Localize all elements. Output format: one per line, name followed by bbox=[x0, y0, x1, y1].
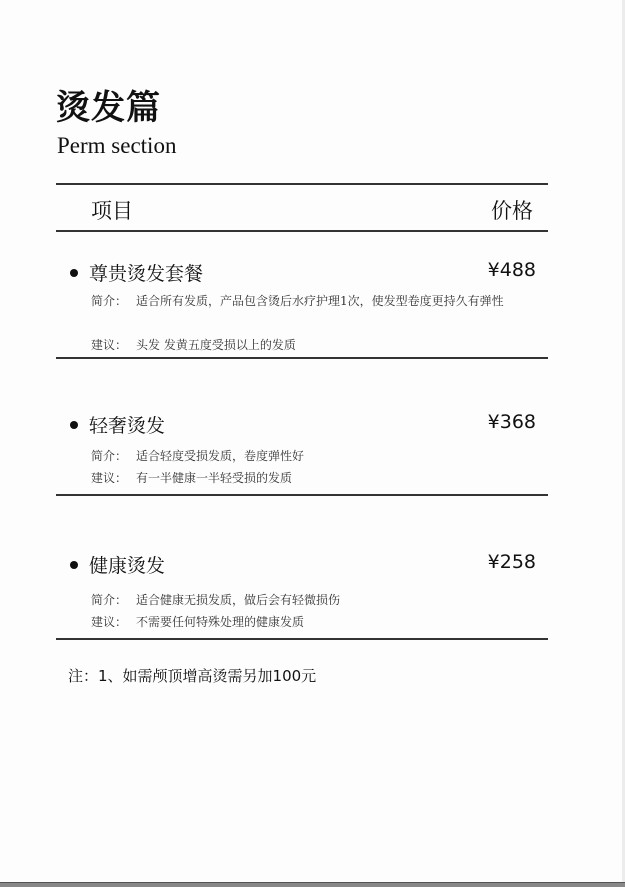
package-price: ¥368 bbox=[487, 411, 536, 433]
table-bottom-divider bbox=[56, 638, 548, 640]
bullet-icon bbox=[70, 421, 78, 429]
package-name: 轻奢烫发 bbox=[89, 415, 166, 437]
package-advice: 建议： 有一半健康一半轻受损的发质 bbox=[91, 471, 293, 485]
row-divider bbox=[56, 357, 548, 359]
table-top-divider bbox=[56, 183, 548, 185]
row-divider bbox=[56, 494, 548, 496]
column-header-price: 价格 bbox=[491, 199, 533, 223]
package-advice: 建议： 头发 发黄五度受损以上的发质 bbox=[91, 338, 296, 352]
page-subtitle: Perm section bbox=[57, 133, 177, 158]
page-edge-bottom bbox=[0, 882, 625, 887]
footnote: 注：1、如需颅顶增高烫需另加100元 bbox=[68, 667, 317, 685]
column-header-item: 项目 bbox=[91, 199, 133, 223]
package-price: ¥488 bbox=[487, 259, 536, 281]
package-intro: 简介： 适合轻度受损发质，卷度弹性好 bbox=[91, 449, 305, 463]
bullet-icon bbox=[70, 561, 78, 569]
package-price: ¥258 bbox=[487, 551, 536, 573]
package-name: 尊贵烫发套餐 bbox=[89, 263, 204, 285]
package-advice: 建议： 不需要任何特殊处理的健康发质 bbox=[91, 615, 305, 629]
header-divider bbox=[56, 230, 548, 232]
bullet-icon bbox=[70, 269, 78, 277]
package-intro: 简介： 适合所有发质，产品包含烫后水疗护理1次，使发型卷度更持久有弹性 bbox=[91, 294, 504, 308]
package-name: 健康烫发 bbox=[89, 555, 166, 577]
page-title: 烫发篇 bbox=[56, 88, 161, 128]
package-intro: 简介： 适合健康无损发质，做后会有轻微损伤 bbox=[91, 593, 341, 607]
